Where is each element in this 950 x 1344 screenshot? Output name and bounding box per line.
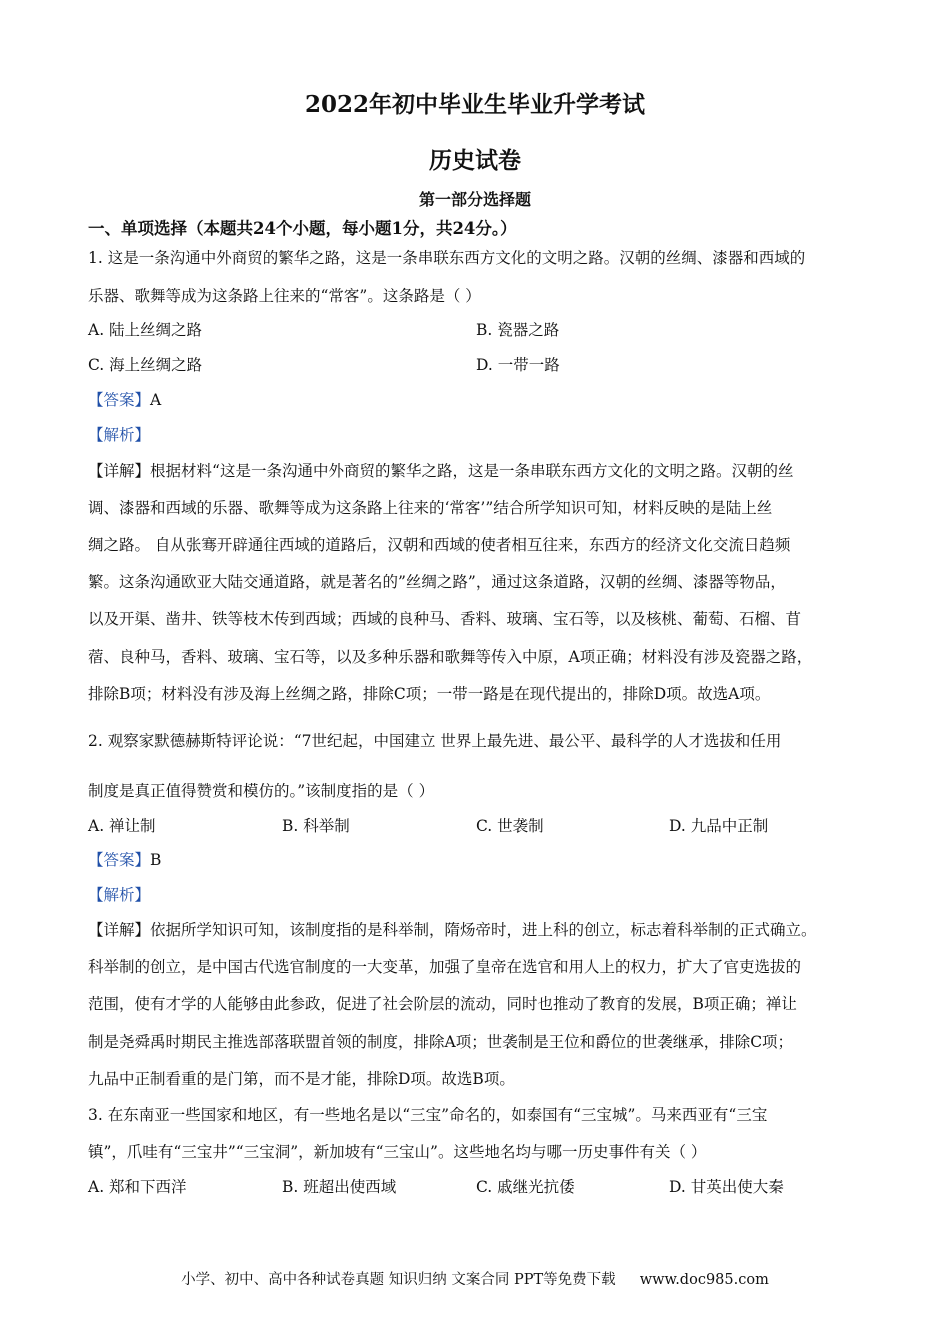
q1-answer <box>88 388 161 410</box>
q3-stem-line-1: 3. 在东南亚一些国家和地区，有一些地名是以“三宝”命名的，如泰国有“三宝城”。马来西亚有“三宝 <box>88 1106 768 1124</box>
q3-option-b: B. 班超出使西域 <box>282 1178 397 1196</box>
answer-value: A <box>150 391 162 409</box>
q2-detail-line-1 <box>88 918 817 940</box>
q1-detail-line-5: 以及开渠、凿井、铁等枝木传到西域；西域的良种马、香料、玻璃、宝石等，以及核桃、葡萄、石榴、苜 <box>88 610 802 628</box>
q2-stem-line-1: 2. 观察家默德赫斯特评论说：“7世纪起，中国建立 世界上最先进、最公平、最科学的人才选拔和任用 <box>88 732 782 750</box>
q2-option-c: C. 世袭制 <box>476 817 544 835</box>
answer-tag: 【答案】 <box>88 851 151 869</box>
detail-text: 依据所学知识可知，该制度指的是科举制，隋炀帝时，进上科的创立，标志着科举制的正式确立。 <box>150 921 817 939</box>
q1-option-c: C. 海上丝绸之路 <box>88 356 203 374</box>
q2-detail-line-2: 科举制的创立，是中国古代选官制度的一大变革，加强了皇帝在选官和用人上的权力，扩大了官吏选拔的 <box>88 958 802 976</box>
detail-tag: 【详解】 <box>88 462 151 480</box>
page-footer <box>0 1268 950 1289</box>
q3-stem-line-2: 镇”，爪哇有“三宝井”“三宝洞”，新加坡有“三宝山”。这些地名均与哪一历史事件有关（ ） <box>88 1143 707 1161</box>
q1-detail-line-3: 绸之路。 自从张骞开辟通往西域的道路后，汉朝和西域的使者相互往来，东西方的经济文化交流日趋频 <box>88 536 791 554</box>
q1-option-b: B. 瓷器之路 <box>476 321 560 339</box>
q2-detail-line-5: 九品中正制看重的是门第，而不是才能，排除D项。故选B项。 <box>88 1070 515 1088</box>
q2-detail-line-3: 范围，使有才学的人能够由此参政，促进了社会阶层的流动，同时也推动了教育的发展，B项正确；禅让 <box>88 995 797 1013</box>
q1-stem-line-2: 乐器、歌舞等成为这条路上往来的“常客”。这条路是（ ） <box>88 287 481 305</box>
q1-option-d: D. 一带一路 <box>476 356 560 374</box>
subject-title: 历史试卷 <box>429 147 521 174</box>
q1-detail-line-7: 排除B项；材料没有涉及海上丝绸之路，排除C项；一带一路是在现代提出的，排除D项。故选A项。 <box>88 685 771 703</box>
answer-tag: 【答案】 <box>88 391 151 409</box>
q2-answer <box>88 848 161 870</box>
exam-title: 2022年初中毕业生毕业升学考试 <box>304 91 645 118</box>
q2-option-d: D. 九品中正制 <box>669 817 769 835</box>
q1-detail-line-2: 调、漆器和西域的乐器、歌舞等成为这条路上往来的‘常客’”结合所学知识可知，材料反映的是陆上丝 <box>88 499 773 517</box>
part-title: 第一部分选择题 <box>418 190 531 209</box>
footer-text: 小学、初中、高中各种试卷真题 知识归纳 文案合同 PPT等免费下载 <box>181 1272 616 1288</box>
q1-stem-line-1: 1. 这是一条沟通中外商贸的繁华之路，这是一条串联东西方文化的文明之路。汉朝的丝绸、漆器和西域的 <box>88 249 806 267</box>
q1-detail-line-1 <box>88 459 793 481</box>
q2-option-b: B. 科举制 <box>282 817 350 835</box>
section-heading: 一、单项选择（本题共24个小题，每小题1分，共24分。） <box>88 219 517 238</box>
q2-detail-line-4: 制是尧舜禹时期民主推选部落联盟首领的制度，排除A项；世袭制是王位和爵位的世袭继承，排除C项； <box>88 1033 794 1051</box>
q1-detail-line-6: 蓿、良种马，香料、玻璃、宝石等，以及多种乐器和歌舞等传入中原，A项正确；材料没有涉及瓷器之路， <box>88 648 813 666</box>
answer-value: B <box>150 851 162 869</box>
q1-analysis-tag: 【解析】 <box>88 426 151 444</box>
detail-tag: 【详解】 <box>88 921 151 939</box>
footer-url[interactable]: www.doc985.com <box>639 1272 769 1288</box>
q2-stem-line-2: 制度是真正值得赞赏和模仿的。”该制度指的是（ ） <box>88 782 435 800</box>
q3-option-a: A. 郑和下西洋 <box>88 1178 187 1196</box>
q2-analysis-tag: 【解析】 <box>88 886 151 904</box>
q3-option-c: C. 戚继光抗倭 <box>476 1178 575 1196</box>
detail-text: 根据材料“这是一条沟通中外商贸的繁华之路，这是一条串联东西方文化的文明之路。汉朝的丝 <box>150 462 794 480</box>
q3-option-d: D. 甘英出使大秦 <box>669 1178 784 1196</box>
q1-option-a: A. 陆上丝绸之路 <box>88 321 203 339</box>
q2-option-a: A. 禅让制 <box>88 817 156 835</box>
q1-detail-line-4: 繁。这条沟通欧亚大陆交通道路，就是著名的”丝绸之路”，通过这条道路，汉朝的丝绸、漆器等物品， <box>88 573 786 591</box>
